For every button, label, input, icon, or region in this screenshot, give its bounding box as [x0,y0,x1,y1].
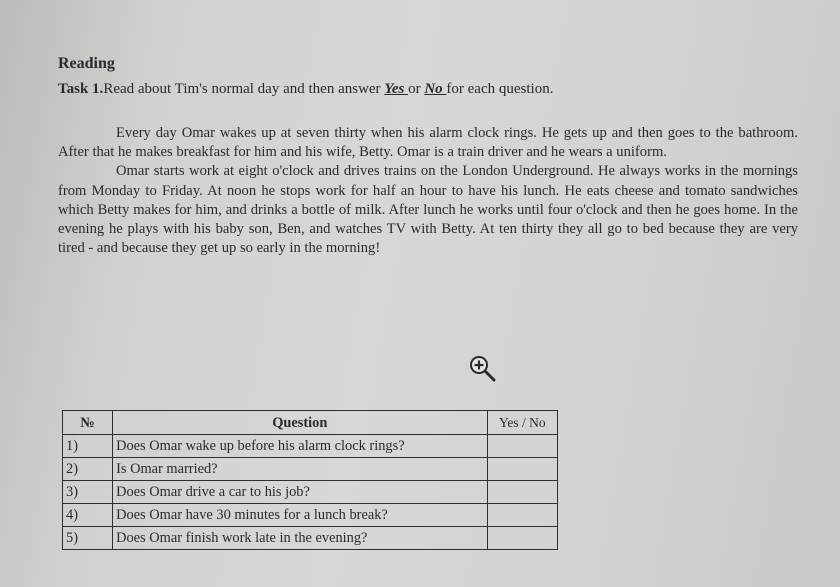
header-number: № [63,411,113,435]
questions-table [62,410,558,550]
header-question: Question [113,411,487,435]
reading-passage [58,124,798,258]
task-text-before: Read about Tim's normal day and then answer [103,81,385,97]
answer-cell[interactable] [487,527,557,550]
row-question: Does Omar wake up before his alarm clock rings? [113,435,487,458]
zoom-in-icon[interactable] [468,354,498,384]
answer-cell[interactable] [487,435,557,458]
task-text-after: for each question. [446,81,554,97]
row-question: Does Omar finish work late in the evening? [113,527,487,550]
table-row [63,527,558,550]
row-question: Is Omar married? [113,458,487,481]
task-yes-word: Yes [384,81,409,97]
table-row [63,435,558,458]
table-row [63,458,558,481]
row-number: 1) [63,435,113,458]
row-number: 5) [63,527,113,550]
table-row [63,504,558,527]
row-question: Does Omar drive a car to his job? [113,481,487,504]
header-yes-no: Yes / No [487,411,557,435]
row-number: 4) [63,504,113,527]
table-header-row [63,411,558,435]
task-no-word: No [424,81,447,97]
section-heading: Reading [58,55,115,72]
row-number: 3) [63,481,113,504]
answer-cell[interactable] [487,504,557,527]
answer-cell[interactable] [487,458,557,481]
passage-paragraph-1: Every day Omar wakes up at seven thirty when his alarm clock rings. He gets up and then goes to the bathroom. After that he makes breakfast for him and his wife, Betty. Omar is a train driver and he wears a uniform. [58,125,798,161]
task-label: Task 1. [58,81,104,97]
task-instruction [58,80,553,98]
task-or-word: or [408,81,425,97]
answer-cell[interactable] [487,481,557,504]
row-question: Does Omar have 30 minutes for a lunch break? [113,504,487,527]
table-row [63,481,558,504]
passage-paragraph-2: Omar starts work at eight o'clock and drives trains on the London Underground. He always works in the mornings from Monday to Friday. At noon he stops work for half an hour to have his lunch. He eats cheese and tomato sandwiches which Betty makes for him, and drinks a bottle of milk. After lunch he works until four o'clock and then he goes home. In the evening he plays with his baby son, Ben, and watches TV with Betty. At ten thirty they all go to bed because they are very tired - and because they get up so early in the morning! [58,163,798,257]
row-number: 2) [63,458,113,481]
